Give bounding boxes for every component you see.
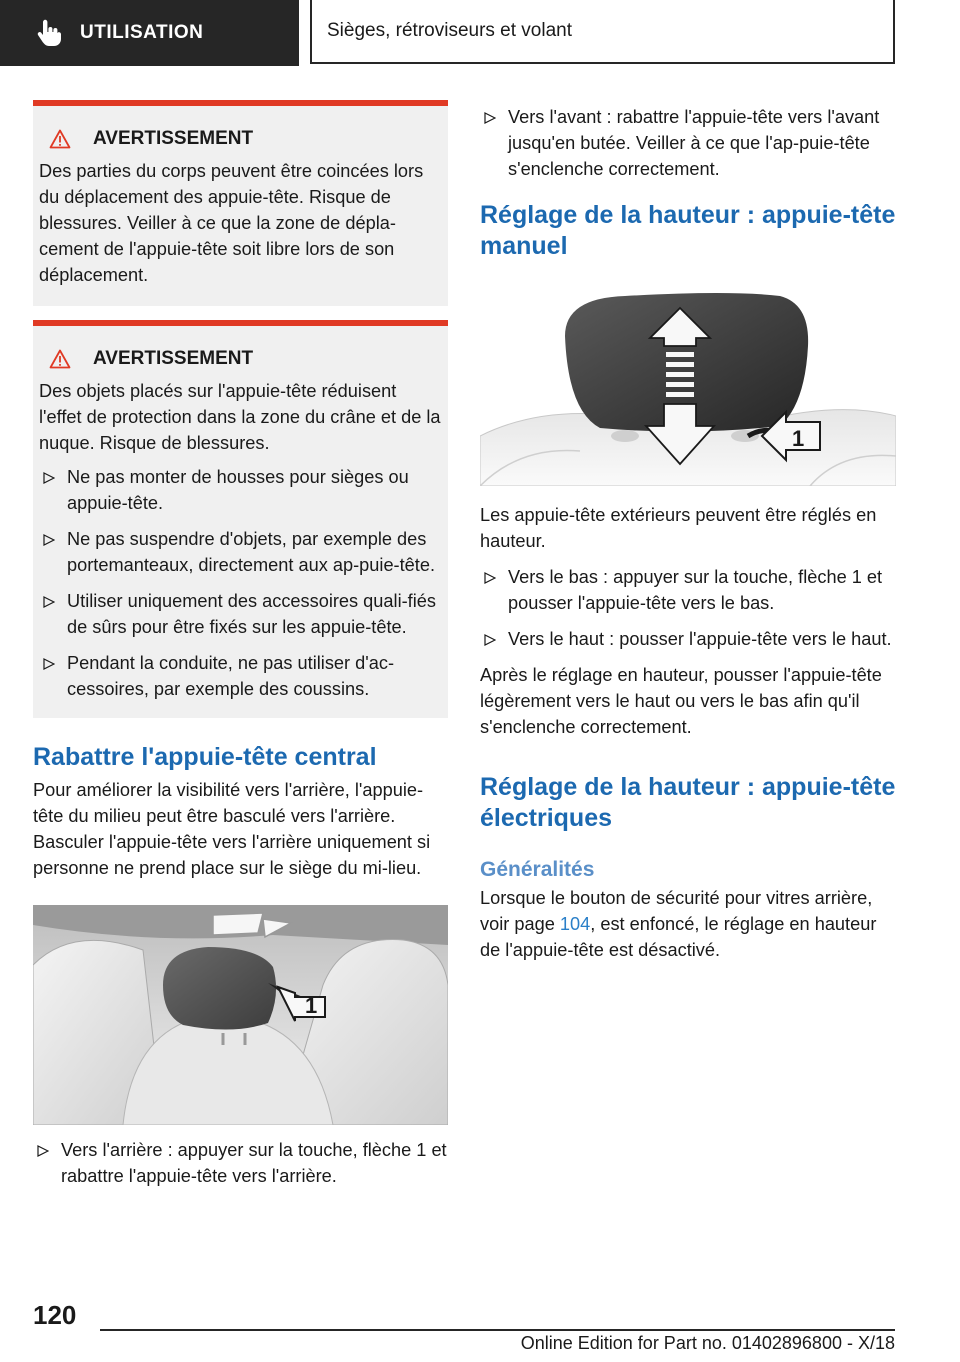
warning-text: Des objets placés sur l'appuie-tête réduisent l'effet de protection dans la zone du crâne et de la nuque. Risque de blessures.: [39, 381, 441, 453]
section-heading: Rabattre l'appuie-tête central: [33, 743, 377, 771]
bullet-triangle-icon: [43, 596, 55, 608]
list-item: Vers le haut : pousser l'appuie-tête vers le haut.: [480, 626, 896, 652]
warning-box: [33, 320, 448, 718]
list-item: Ne pas suspendre d'objets, par exemple des portemanteaux, directement aux ap-puie-tête.: [39, 526, 442, 578]
paragraph: Après le réglage en hauteur, pousser l'appuie-tête légèrement vers le haut ou vers le bas afin qu'il s'enclenche correctement.: [480, 665, 882, 737]
bullet-triangle-icon: [37, 1145, 49, 1157]
chapter-title: Sièges, rétroviseurs et volant: [327, 20, 573, 41]
section-tab: [0, 0, 299, 66]
footer-divider: [100, 1329, 895, 1331]
paragraph: Les appuie-tête extérieurs peuvent être réglés en hauteur.: [480, 505, 877, 551]
list-item: Vers le bas : appuyer sur la touche, flèche 1 et pousser l'appuie-tête vers le bas.: [480, 564, 896, 616]
manual-headrest-drawing: [480, 286, 896, 486]
list-item: Vers l'avant : rabattre l'appuie-tête vers l'avant jusqu'en butée. Veiller à ce que l'ap-puie-tête s'enclenche correctement.: [480, 104, 896, 182]
bullet-triangle-icon: [43, 472, 55, 484]
bullet-triangle-icon: [484, 572, 496, 584]
section-heading: Réglage de la hauteur : appuie-tête manuel: [480, 201, 896, 260]
warning-text: Des parties du corps peuvent être coincées lors du déplacement des appuie-tête. Risque de blessures. Veiller à ce que la zone de dépla-cement de l'appuie-tête soit libre lors de son déplacement.: [39, 161, 424, 285]
bullet-triangle-icon: [484, 634, 496, 646]
instruction-list: [480, 564, 896, 652]
manual-headrest-illustration: [480, 286, 896, 486]
center-headrest-illustration: [33, 905, 448, 1125]
warning-list: [39, 464, 442, 702]
bullet-triangle-icon: [43, 534, 55, 546]
page-reference-link[interactable]: 104: [559, 914, 591, 934]
footer-edition: Online Edition for Part no. 01402896800 - X/18: [520, 1333, 895, 1353]
right-column: [480, 104, 896, 963]
list-item: Pendant la conduite, ne pas utiliser d'ac-cessoires, par exemple des coussins.: [39, 650, 442, 702]
subsection-heading: Généralités: [480, 858, 595, 881]
page-number: 120: [33, 1300, 77, 1330]
bullet-triangle-icon: [484, 112, 496, 124]
warning-title: AVERTISSEMENT: [93, 348, 254, 369]
list-item: Vers l'arrière : appuyer sur la touche, flèche 1 et rabattre l'appuie-tête vers l'arrière.: [33, 1137, 448, 1189]
instruction-list: [480, 104, 896, 182]
section-title: UTILISATION: [80, 22, 204, 43]
warning-triangle-icon: [49, 129, 71, 149]
list-item: Ne pas monter de housses pour sièges ou appuie-tête.: [39, 464, 442, 516]
warning-box: [33, 100, 448, 306]
page-header: [0, 0, 960, 66]
image-callout-label: 1: [305, 993, 318, 1018]
paragraph: Lorsque le bouton de sécurité pour vitres arrière, voir page 104, est enfoncé, le réglage en hauteur de l'appuie-tête est désactivé.: [480, 888, 877, 960]
section-heading: Réglage de la hauteur : appuie-tête électriques: [480, 773, 896, 832]
warning-title: AVERTISSEMENT: [93, 128, 254, 149]
bullet-triangle-icon: [43, 658, 55, 670]
hand-pointer-icon: [34, 18, 64, 48]
image-callout-label: 1: [792, 426, 805, 451]
instruction-list: [33, 1137, 448, 1189]
warning-triangle-icon: [49, 349, 71, 369]
list-item: Utiliser uniquement des accessoires quali-fiés de sûrs pour être fixés sur les appuie-tête.: [39, 588, 442, 640]
left-column: [33, 100, 448, 1199]
paragraph: Pour améliorer la visibilité vers l'arrière, l'appuie-tête du milieu peut être basculé vers l'arrière. Basculer l'appuie-tête vers l'arrière uniquement si personne ne prend place sur le siège du mi-lieu.: [33, 780, 431, 878]
center-headrest-drawing: [33, 905, 448, 1125]
chapter-tab: [310, 0, 895, 64]
